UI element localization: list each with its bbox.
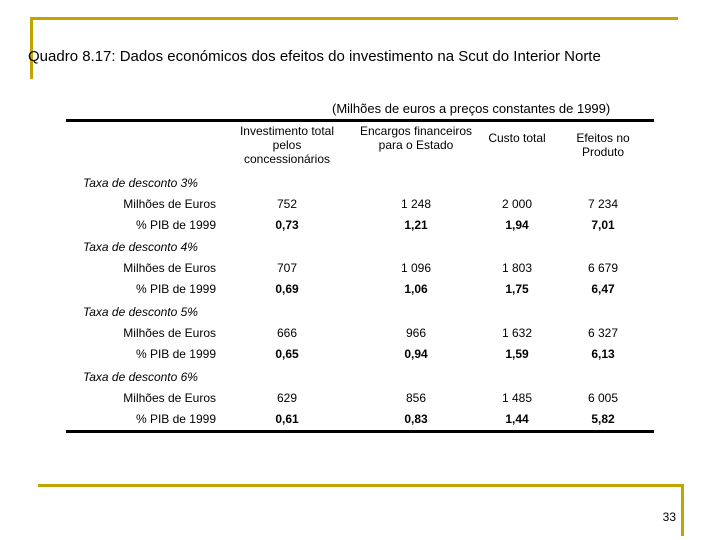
table-cell: 1 803 [501, 261, 533, 275]
table-cell: 6 679 [587, 261, 619, 275]
table-top-rule [66, 119, 654, 122]
row-label: Milhões de Euros [123, 197, 216, 211]
table-cell: 2 000 [501, 197, 533, 211]
table-cell: 0,65 [275, 347, 299, 361]
row-label: Milhões de Euros [123, 326, 216, 340]
table-cell: 1,75 [505, 282, 529, 296]
row-label: Milhões de Euros [123, 261, 216, 275]
header-custo: Custo total [488, 131, 546, 145]
table-cell: 5,82 [591, 412, 615, 426]
table-cell: 6,47 [591, 282, 615, 296]
table-cell: 7 234 [587, 197, 619, 211]
table-cell: 1,59 [505, 347, 529, 361]
table-cell: 0,83 [404, 412, 428, 426]
table-cell: 6 005 [587, 391, 619, 405]
row-label: % PIB de 1999 [135, 347, 216, 361]
table-cell: 6,13 [591, 347, 615, 361]
table-cell: 0,61 [275, 412, 299, 426]
table-bottom-rule [66, 430, 654, 433]
table-cell: 0,94 [404, 347, 428, 361]
units-note: (Milhões de euros a preços constantes de 1999) [332, 101, 611, 116]
table-cell: 966 [405, 326, 427, 340]
table-cell: 7,01 [591, 218, 615, 232]
table-cell: 1 485 [501, 391, 533, 405]
row-label: % PIB de 1999 [135, 218, 216, 232]
top-accent-bar [30, 17, 678, 20]
table-cell: 1,06 [404, 282, 428, 296]
table-cell: 1,44 [505, 412, 529, 426]
table-cell: 0,69 [275, 282, 299, 296]
page-number: 33 [662, 510, 676, 524]
table-cell: 1,21 [404, 218, 428, 232]
row-label: % PIB de 1999 [135, 412, 216, 426]
section-label: Taxa de desconto 3% [83, 176, 198, 190]
section-label: Taxa de desconto 6% [83, 370, 198, 384]
table-cell: 666 [276, 326, 298, 340]
table-cell: 1,94 [505, 218, 529, 232]
table-cell: 707 [276, 261, 298, 275]
table-cell: 1 632 [501, 326, 533, 340]
table-cell: 629 [276, 391, 298, 405]
header-encargos: Encargos financeiros para o Estado [359, 124, 473, 152]
table-cell: 6 327 [587, 326, 619, 340]
section-label: Taxa de desconto 5% [83, 305, 198, 319]
header-investimento: Investimento total pelos concessionários [239, 124, 335, 166]
table-cell: 856 [405, 391, 427, 405]
row-label: Milhões de Euros [123, 391, 216, 405]
table-cell: 1 096 [400, 261, 432, 275]
table-cell: 0,73 [275, 218, 299, 232]
table-cell: 752 [276, 197, 298, 211]
right-accent-bar [681, 484, 684, 536]
header-efeitos: Efeitos no Produto [576, 131, 630, 159]
bottom-accent-bar [38, 484, 684, 487]
table-cell: 1 248 [400, 197, 432, 211]
row-label: % PIB de 1999 [135, 282, 216, 296]
slide-title: Quadro 8.17: Dados económicos dos efeitos do investimento na Scut do Interior Norte [28, 48, 601, 65]
section-label: Taxa de desconto 4% [83, 240, 198, 254]
